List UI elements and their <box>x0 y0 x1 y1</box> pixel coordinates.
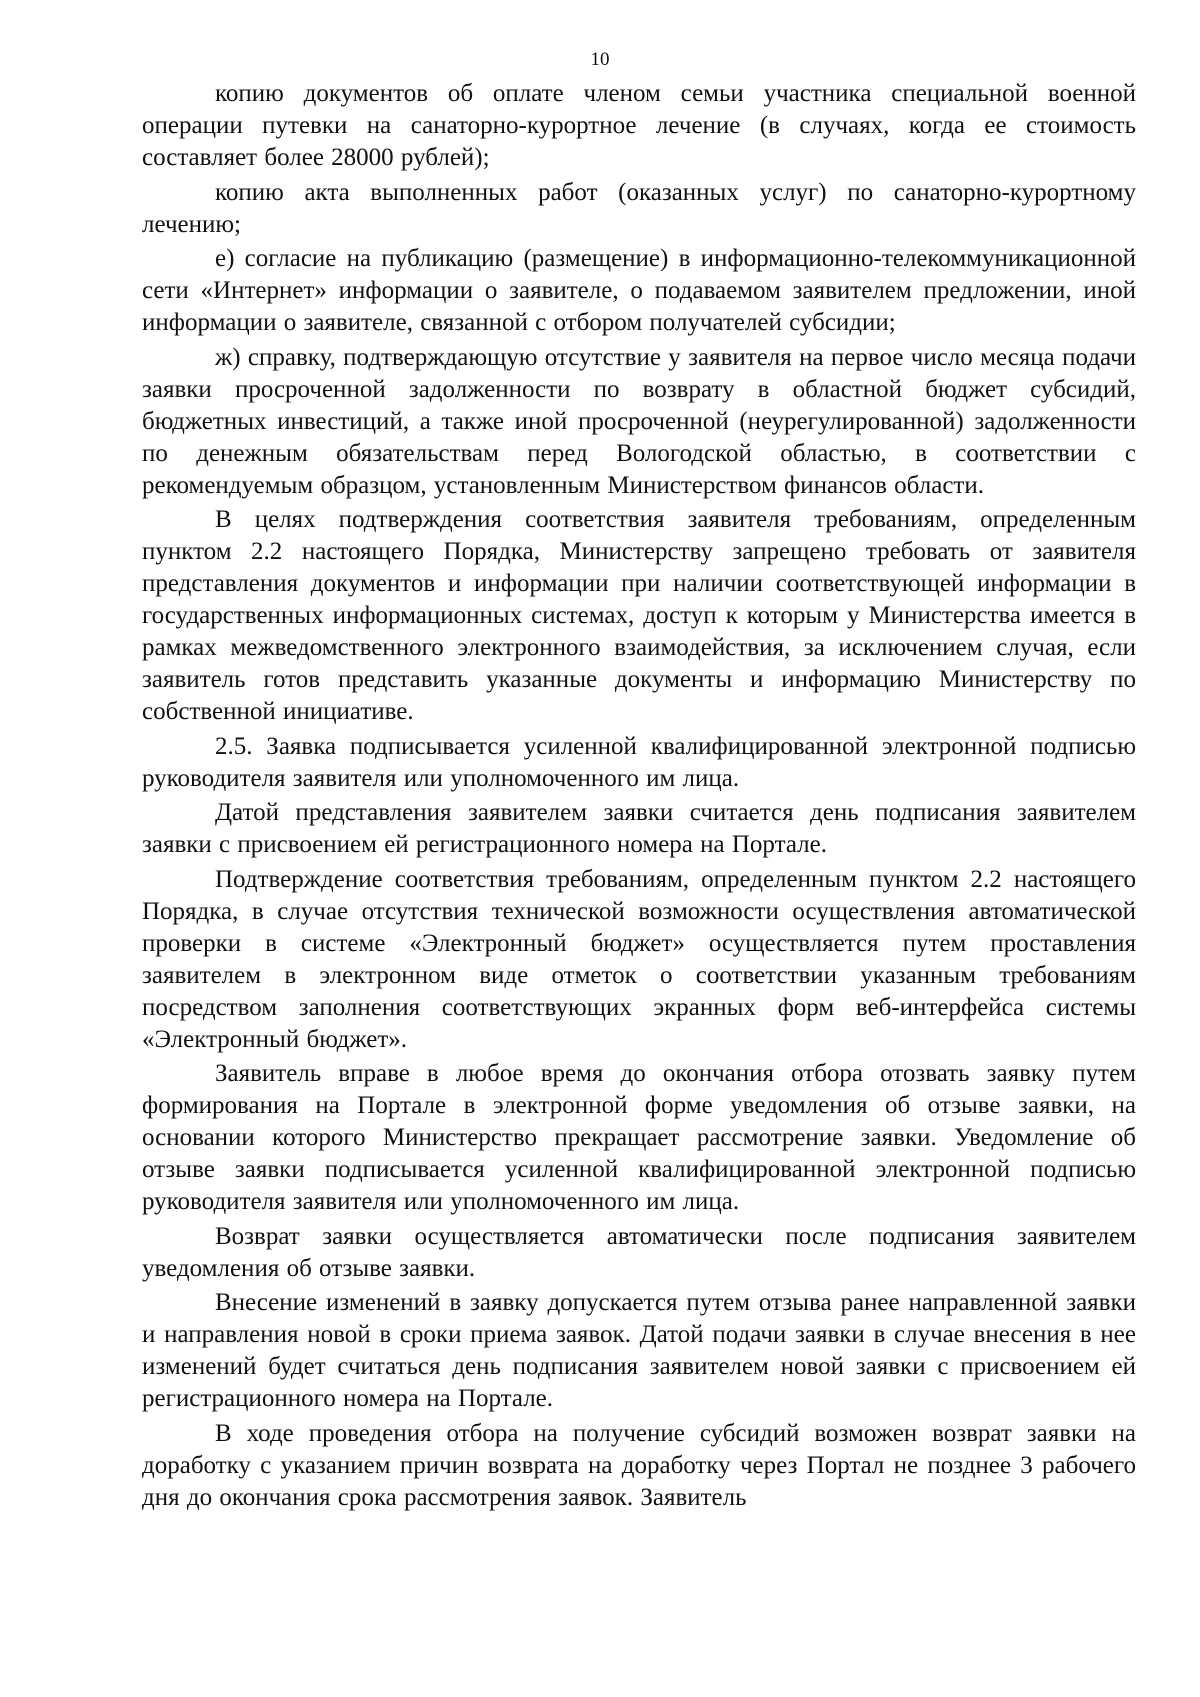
paragraph-2-5-signature: 2.5. Заявка подписывается усиленной квалифицированной электронной подписью руководителя заявителя или уполномоченного им лица. <box>142 732 1136 792</box>
paragraph-requirements-confirmation: В целях подтверждения соответствия заявителя требованиям, определенным пунктом 2.2 настоящего Порядка, Министерству запрещено требовать от заявителя представления документов и информации при наличии соответствующей информации в государственных информационных системах, доступ к которым у Министерства имеется в рамках межведомственного электронного взаимодействия, за исключением случая, если заявитель готов представить указанные документы и информацию Министерству по собственной инициативе. <box>142 506 1136 725</box>
paragraph-item-e-consent: е) согласие на публикацию (размещение) в информационно-телекоммуникационной сети «Интернет» информации о заявителе, о подаваемом заявителем предложении, иной информации о заявителе, связанной с отбором получателей субсидии; <box>142 245 1136 336</box>
page-number: 10 <box>590 49 610 70</box>
paragraph-payment-documents: копию документов об оплате членом семьи участника специальной военной операции путевки на санаторно-курортное лечение (в случаях, когда ее стоимость составляет более 28000 рублей); <box>142 80 1136 171</box>
paragraph-return-for-revision: В ходе проведения отбора на получение субсидий возможен возврат заявки на доработку с указанием причин возврата на доработку через Портал не позднее 3 рабочего дня до окончания срока рассмотрения заявок. Заявитель <box>142 1419 1136 1511</box>
paragraph-compliance-confirmation: Подтверждение соответствия требованиям, определенным пунктом 2.2 настоящего Порядка, в случае отсутствия технической возможности осуществления автоматической проверки в системе «Электронный бюджет» осуществляется путем проставления заявителем в электронном виде отметок о соответствии указанным требованиям посредством заполнения соответствующих экранных форм веб-интерфейса системы «Электронный бюджет». <box>142 865 1136 1053</box>
paragraph-application-changes: Внесение изменений в заявку допускается путем отзыва ранее направленной заявки и направления новой в сроки приема заявок. Датой подачи заявки в случае внесения в нее изменений будет считаться день подписания заявителем новой заявки с присвоением ей регистрационного номера на Портале. <box>142 1289 1136 1412</box>
paragraph-item-zh-certificate: ж) справку, подтверждающую отсутствие у заявителя на первое число месяца подачи заявки просроченной задолженности по возврату в областной бюджет субсидий, бюджетных инвестиций, а также иной просроченной (неурегулированной) задолженности по денежным обязательствам перед Вологодской областью, в соответствии с рекомендуемым образцом, установленным Министерством финансов области. <box>142 343 1136 499</box>
document-body <box>142 78 1136 1514</box>
paragraph-works-act: копию акта выполненных работ (оказанных услуг) по санаторно-курортному лечению; <box>142 178 1136 238</box>
paragraph-application-withdrawal: Заявитель вправе в любое время до окончания отбора отозвать заявку путем формирования на Портале в электронной форме уведомления об отзыве заявки, на основании которого Министерство прекращает рассмотрение заявки. Уведомление об отзыве заявки подписывается усиленной квалифицированной электронной подписью руководителя заявителя или уполномоченного им лица. <box>142 1060 1136 1215</box>
paragraph-submission-date: Датой представления заявителем заявки считается день подписания заявителем заявки с присвоением ей регистрационного номера на Портале. <box>142 799 1136 858</box>
paragraph-application-return: Возврат заявки осуществляется автоматически после подписания заявителем уведомления об отзыве заявки. <box>142 1222 1136 1282</box>
